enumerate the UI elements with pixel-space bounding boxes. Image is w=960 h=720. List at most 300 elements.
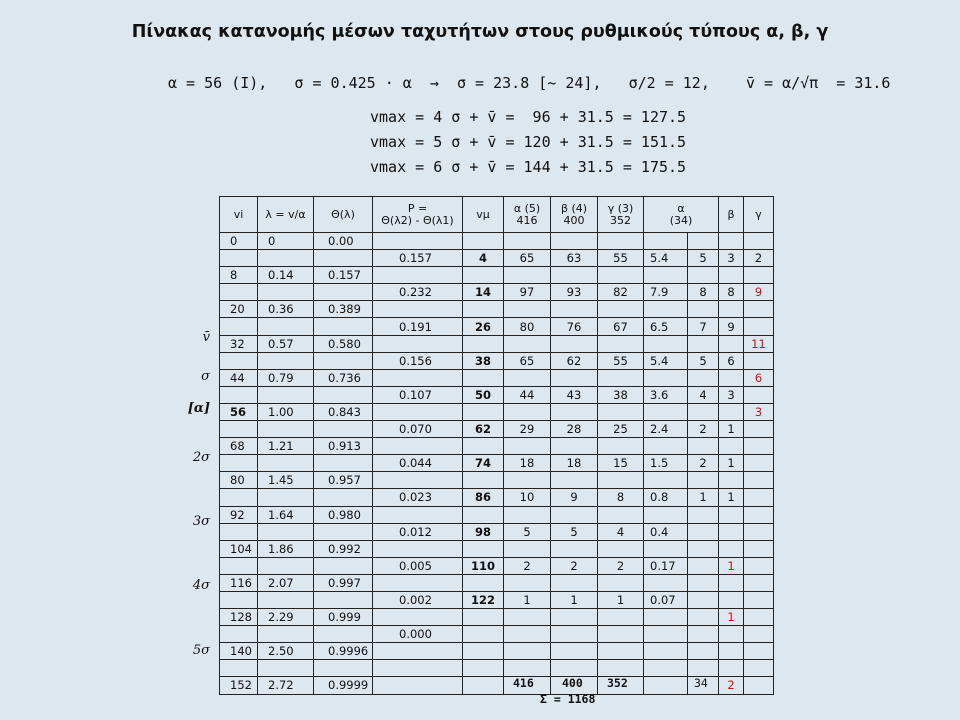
cell-beta4 (551, 369, 598, 386)
cell-alpha34: 0.07 (644, 591, 688, 608)
vmax-line-3: vmax = 6 σ + v̄ = 144 + 31.5 = 175.5 (370, 158, 687, 176)
cell-alpha34: 1.5 (644, 455, 688, 472)
cell-alpha34-n (688, 523, 719, 540)
cell-gamma3: 25 (598, 421, 644, 438)
cell-gamma (744, 438, 774, 455)
cell-alpha34: 5.4 (644, 250, 688, 267)
cell-beta: 1 (719, 557, 744, 574)
cell-vmu (463, 540, 504, 557)
cell-gamma (744, 506, 774, 523)
vmax-line-1: vmax = 4 σ + v̄ = 96 + 31.5 = 127.5 (370, 108, 687, 126)
cell-gamma (744, 574, 774, 591)
header-gamma3-label: γ (3) (607, 201, 634, 215)
header-lambda: λ = v/α (258, 197, 314, 233)
cell-gamma (744, 557, 774, 574)
table-body (220, 233, 774, 695)
table-row (220, 643, 774, 660)
cell-vi (220, 250, 258, 267)
cell-probability: 0.156 (373, 352, 463, 369)
cell-lambda: 1.86 (258, 540, 314, 557)
cell-beta4 (551, 438, 598, 455)
header-alpha34 (644, 197, 719, 233)
cell-gamma3: 55 (598, 250, 644, 267)
cell-vi (220, 318, 258, 335)
cell-alpha34-n (688, 557, 719, 574)
cell-vi: 44 (220, 369, 258, 386)
cell-alpha34: 7.9 (644, 284, 688, 301)
cell-alpha5 (504, 574, 551, 591)
cell-gamma3: 1 (598, 591, 644, 608)
header-beta4-label: β (4) (560, 201, 588, 215)
cell-gamma (744, 318, 774, 335)
cell-gamma3 (598, 301, 644, 318)
cell-vi: 128 (220, 609, 258, 626)
cell-gamma3 (598, 335, 644, 352)
cell-vmu: 26 (463, 318, 504, 335)
cell-lambda (258, 250, 314, 267)
cell-gamma3 (598, 626, 644, 643)
cell-alpha34: 6.5 (644, 318, 688, 335)
cell-gamma3 (598, 506, 644, 523)
cell-beta4 (551, 233, 598, 250)
table-row (220, 489, 774, 506)
cell-probability (373, 643, 463, 660)
cell-theta: 0.580 (314, 335, 373, 352)
cell-vmu (463, 267, 504, 284)
cell-theta: 0.736 (314, 369, 373, 386)
cell-gamma (744, 386, 774, 403)
cell-alpha34-n: 5 (688, 250, 719, 267)
cell-alpha5 (504, 403, 551, 420)
cell-theta: 0.389 (314, 301, 373, 318)
cell-theta: 0.980 (314, 506, 373, 523)
cell-beta (719, 438, 744, 455)
cell-beta4: 18 (551, 455, 598, 472)
cell-alpha5 (504, 438, 551, 455)
cell-gamma (744, 472, 774, 489)
cell-vi: 68 (220, 438, 258, 455)
cell-beta (719, 523, 744, 540)
total-alpha34: 34 (694, 676, 708, 690)
cell-beta4: 28 (551, 421, 598, 438)
side-label-5sigma: 5σ (192, 643, 210, 658)
cell-alpha34 (644, 540, 688, 557)
cell-gamma3: 38 (598, 386, 644, 403)
cell-alpha34-n (688, 574, 719, 591)
cell-probability (373, 301, 463, 318)
table-row (220, 455, 774, 472)
cell-vmu (463, 233, 504, 250)
table-row (220, 318, 774, 335)
cell-alpha34: 2.4 (644, 421, 688, 438)
cell-vi (220, 455, 258, 472)
cell-alpha34-n: 7 (688, 318, 719, 335)
cell-alpha5: 18 (504, 455, 551, 472)
cell-gamma (744, 352, 774, 369)
cell-gamma3 (598, 574, 644, 591)
table-row (220, 250, 774, 267)
cell-probability (373, 609, 463, 626)
cell-beta (719, 626, 744, 643)
cell-gamma3: 15 (598, 455, 644, 472)
cell-lambda (258, 352, 314, 369)
cell-beta4: 76 (551, 318, 598, 335)
cell-beta4 (551, 335, 598, 352)
cell-beta: 1 (719, 609, 744, 626)
cell-probability: 0.023 (373, 489, 463, 506)
table-row (220, 609, 774, 626)
cell-alpha34: 0.4 (644, 523, 688, 540)
cell-alpha34-n (688, 643, 719, 660)
cell-alpha34-n (688, 540, 719, 557)
cell-alpha5 (504, 335, 551, 352)
header-probability (373, 197, 463, 233)
cell-theta: 0.9996 (314, 643, 373, 660)
cell-vmu: 62 (463, 421, 504, 438)
cell-alpha34-n (688, 369, 719, 386)
cell-gamma: 11 (744, 335, 774, 352)
table-row (220, 540, 774, 557)
cell-alpha5: 97 (504, 284, 551, 301)
cell-gamma (744, 455, 774, 472)
cell-gamma (744, 591, 774, 608)
cell-lambda: 0.79 (258, 369, 314, 386)
cell-alpha34 (644, 643, 688, 660)
header-alpha-label: α (677, 201, 685, 215)
cell-vi: 80 (220, 472, 258, 489)
header-vi: vi (220, 197, 258, 233)
table-row (220, 472, 774, 489)
cell-gamma3: 67 (598, 318, 644, 335)
cell-beta (719, 335, 744, 352)
cell-probability (373, 472, 463, 489)
cell-lambda (258, 421, 314, 438)
header-gamma3 (598, 197, 644, 233)
cell-gamma3: 8 (598, 489, 644, 506)
cell-alpha34-n: 8 (688, 284, 719, 301)
table-row (220, 557, 774, 574)
cell-alpha5 (504, 660, 551, 677)
cell-gamma3 (598, 267, 644, 284)
cell-lambda (258, 455, 314, 472)
cell-probability (373, 677, 463, 694)
cell-gamma: 9 (744, 284, 774, 301)
cell-vmu: 4 (463, 250, 504, 267)
cell-beta: 3 (719, 250, 744, 267)
total-gamma3: 352 (607, 676, 628, 690)
header-gamma: γ (744, 197, 774, 233)
cell-gamma3 (598, 643, 644, 660)
cell-beta4 (551, 574, 598, 591)
cell-beta4: 43 (551, 386, 598, 403)
cell-vi: 152 (220, 677, 258, 694)
cell-vi: 8 (220, 267, 258, 284)
side-label-4sigma: 4σ (192, 578, 210, 593)
cell-gamma (744, 489, 774, 506)
header-alpha5-label: α (5) (513, 201, 541, 215)
cell-gamma (744, 267, 774, 284)
cell-alpha34-n: 1 (688, 489, 719, 506)
cell-beta (719, 267, 744, 284)
cell-gamma3 (598, 609, 644, 626)
cell-gamma3: 55 (598, 352, 644, 369)
cell-vmu: 38 (463, 352, 504, 369)
cell-theta: 0.999 (314, 609, 373, 626)
cell-theta (314, 250, 373, 267)
vmax-line-2: vmax = 5 σ + v̄ = 120 + 31.5 = 151.5 (370, 133, 687, 151)
cell-lambda (258, 660, 314, 677)
cell-probability: 0.191 (373, 318, 463, 335)
cell-alpha34 (644, 301, 688, 318)
header-alpha5-count: 416 (516, 213, 538, 227)
cell-vmu: 86 (463, 489, 504, 506)
cell-beta: 1 (719, 421, 744, 438)
cell-lambda: 2.07 (258, 574, 314, 591)
cell-vmu: 98 (463, 523, 504, 540)
cell-alpha34 (644, 403, 688, 420)
cell-beta4 (551, 540, 598, 557)
cell-lambda: 1.00 (258, 403, 314, 420)
cell-lambda: 2.72 (258, 677, 314, 694)
cell-vi: 116 (220, 574, 258, 591)
cell-alpha5 (504, 233, 551, 250)
cell-gamma: 2 (744, 250, 774, 267)
table-row (220, 677, 774, 694)
cell-lambda: 0.57 (258, 335, 314, 352)
cell-alpha5: 44 (504, 386, 551, 403)
cell-vmu (463, 574, 504, 591)
cell-probability (373, 506, 463, 523)
table-row (220, 660, 774, 677)
cell-vmu: 122 (463, 591, 504, 608)
table-row (220, 301, 774, 318)
cell-lambda (258, 318, 314, 335)
cell-vmu (463, 660, 504, 677)
cell-lambda (258, 523, 314, 540)
cell-alpha34 (644, 472, 688, 489)
cell-beta (719, 403, 744, 420)
cell-theta (314, 660, 373, 677)
cell-beta4 (551, 472, 598, 489)
cell-gamma3 (598, 438, 644, 455)
cell-theta (314, 318, 373, 335)
cell-beta (719, 643, 744, 660)
cell-alpha34-n (688, 626, 719, 643)
cell-alpha34 (644, 438, 688, 455)
cell-alpha34 (644, 677, 688, 694)
cell-gamma3 (598, 660, 644, 677)
side-label-sigma: σ (201, 369, 210, 384)
cell-lambda (258, 557, 314, 574)
cell-gamma3 (598, 403, 644, 420)
cell-beta (719, 233, 744, 250)
cell-gamma (744, 609, 774, 626)
grand-total: Σ = 1168 (540, 692, 596, 706)
sigma-formula-line: α = 56 (I), σ = 0.425 · α → σ = 23.8 [~ 24], σ/2 = 12, v̄ = α/√π = 31.6 (168, 74, 891, 92)
cell-alpha34: 0.17 (644, 557, 688, 574)
cell-alpha5: 80 (504, 318, 551, 335)
cell-vi: 104 (220, 540, 258, 557)
cell-alpha5 (504, 540, 551, 557)
cell-beta4 (551, 301, 598, 318)
cell-beta (719, 472, 744, 489)
cell-alpha5 (504, 267, 551, 284)
cell-lambda: 2.29 (258, 609, 314, 626)
cell-alpha5: 29 (504, 421, 551, 438)
cell-probability: 0.107 (373, 386, 463, 403)
cell-probability (373, 267, 463, 284)
cell-probability: 0.000 (373, 626, 463, 643)
table-header-row (220, 197, 774, 233)
cell-vi: 92 (220, 506, 258, 523)
cell-beta: 2 (719, 677, 744, 694)
cell-gamma (744, 540, 774, 557)
cell-beta4 (551, 403, 598, 420)
cell-beta: 1 (719, 455, 744, 472)
cell-vmu (463, 472, 504, 489)
cell-lambda (258, 386, 314, 403)
total-beta4: 400 (562, 676, 583, 690)
cell-vmu (463, 369, 504, 386)
cell-alpha5: 65 (504, 250, 551, 267)
cell-vmu: 110 (463, 557, 504, 574)
cell-lambda: 2.50 (258, 643, 314, 660)
cell-alpha34-n: 2 (688, 455, 719, 472)
cell-vmu (463, 335, 504, 352)
table-row (220, 574, 774, 591)
cell-lambda: 0 (258, 233, 314, 250)
cell-alpha34-n: 5 (688, 352, 719, 369)
cell-alpha34-n (688, 591, 719, 608)
cell-probability: 0.012 (373, 523, 463, 540)
cell-probability: 0.070 (373, 421, 463, 438)
cell-alpha5 (504, 626, 551, 643)
cell-beta4 (551, 506, 598, 523)
cell-gamma3 (598, 233, 644, 250)
table-row (220, 506, 774, 523)
side-label-mean-v: v̄ (202, 330, 210, 345)
cell-alpha34 (644, 574, 688, 591)
cell-beta (719, 540, 744, 557)
cell-theta: 0.913 (314, 438, 373, 455)
cell-lambda: 0.14 (258, 267, 314, 284)
cell-gamma3: 2 (598, 557, 644, 574)
cell-beta4: 5 (551, 523, 598, 540)
cell-vmu (463, 677, 504, 694)
cell-beta4 (551, 626, 598, 643)
cell-beta: 8 (719, 284, 744, 301)
cell-theta: 0.00 (314, 233, 373, 250)
cell-alpha34 (644, 626, 688, 643)
cell-beta (719, 574, 744, 591)
cell-beta4: 93 (551, 284, 598, 301)
cell-alpha34 (644, 609, 688, 626)
header-p-line2: Θ(λ2) - Θ(λ1) (381, 213, 454, 227)
cell-probability: 0.232 (373, 284, 463, 301)
header-theta: Θ(λ) (314, 197, 373, 233)
cell-alpha5 (504, 301, 551, 318)
cell-vmu (463, 643, 504, 660)
cell-theta: 0.157 (314, 267, 373, 284)
cell-gamma (744, 677, 774, 694)
cell-vi (220, 421, 258, 438)
cell-beta4: 9 (551, 489, 598, 506)
cell-gamma: 3 (744, 403, 774, 420)
cell-probability: 0.044 (373, 455, 463, 472)
cell-probability (373, 369, 463, 386)
cell-gamma3: 4 (598, 523, 644, 540)
cell-alpha5: 1 (504, 591, 551, 608)
cell-alpha5 (504, 369, 551, 386)
cell-beta (719, 506, 744, 523)
cell-theta: 0.997 (314, 574, 373, 591)
cell-theta (314, 421, 373, 438)
cell-theta (314, 626, 373, 643)
cell-vmu (463, 626, 504, 643)
cell-beta4: 63 (551, 250, 598, 267)
cell-alpha5 (504, 643, 551, 660)
table-row (220, 233, 774, 250)
cell-probability (373, 660, 463, 677)
cell-probability (373, 233, 463, 250)
cell-theta (314, 591, 373, 608)
cell-probability: 0.157 (373, 250, 463, 267)
header-beta4-count: 400 (563, 213, 585, 227)
cell-vi: 32 (220, 335, 258, 352)
table-row (220, 438, 774, 455)
cell-alpha34-n (688, 660, 719, 677)
header-alpha34-count: (34) (669, 213, 693, 227)
cell-alpha5: 10 (504, 489, 551, 506)
cell-theta (314, 455, 373, 472)
cell-probability (373, 540, 463, 557)
table-row (220, 626, 774, 643)
cell-beta (719, 369, 744, 386)
cell-alpha5: 65 (504, 352, 551, 369)
cell-vmu (463, 403, 504, 420)
cell-beta (719, 301, 744, 318)
total-alpha5: 416 (513, 676, 534, 690)
cell-theta (314, 489, 373, 506)
cell-alpha34-n (688, 609, 719, 626)
cell-vmu: 14 (463, 284, 504, 301)
cell-alpha34 (644, 369, 688, 386)
table-row (220, 403, 774, 420)
cell-vi (220, 660, 258, 677)
cell-theta (314, 352, 373, 369)
cell-vmu: 74 (463, 455, 504, 472)
cell-alpha34: 3.6 (644, 386, 688, 403)
cell-vi (220, 489, 258, 506)
cell-vmu (463, 506, 504, 523)
cell-theta (314, 523, 373, 540)
cell-vmu (463, 438, 504, 455)
cell-alpha34-n (688, 233, 719, 250)
cell-beta4: 62 (551, 352, 598, 369)
cell-gamma (744, 626, 774, 643)
cell-beta: 9 (719, 318, 744, 335)
cell-alpha34-n (688, 335, 719, 352)
slide-title: Πίνακας κατανομής μέσων ταχυτήτων στους ρυθμικούς τύπους α, β, γ (131, 22, 829, 42)
cell-vi (220, 591, 258, 608)
cell-alpha34-n (688, 506, 719, 523)
cell-gamma (744, 233, 774, 250)
table-row (220, 369, 774, 386)
header-alpha5 (504, 197, 551, 233)
cell-alpha34-n: 2 (688, 421, 719, 438)
cell-theta: 0.9999 (314, 677, 373, 694)
header-beta: β (719, 197, 744, 233)
